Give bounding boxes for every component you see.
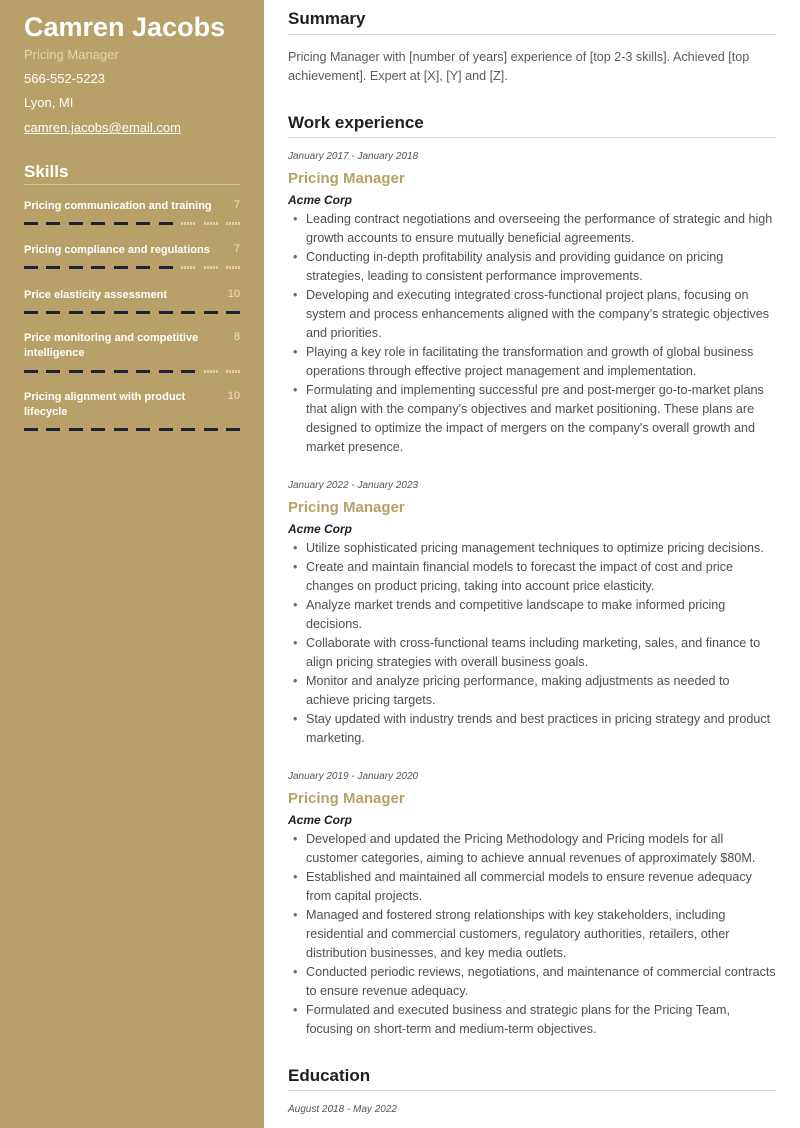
job-bullet: • Formulated and executed business and strategic plans for the Pricing Team, focusing on short-term and medium-term objectives.: [306, 1001, 776, 1039]
education-dates: August 2018 - May 2022: [288, 1104, 397, 1115]
skill-rating-segment: [46, 370, 60, 373]
job-bullet: • Create and maintain financial models to forecast the impact of cost and price changes on product pricing, taking into account price elasticity.: [306, 558, 776, 596]
job-company: Acme Corp: [288, 522, 353, 536]
job-bullet: • Developed and updated the Pricing Methodology and Pricing models for all customer categories, aiming to achieve annual revenues of approximately $80M.: [306, 830, 776, 868]
summary-heading: Summary: [288, 9, 366, 28]
skill-rating-bar: [24, 222, 240, 225]
skill-rating-segment: [91, 266, 105, 269]
skill-rating-segment: [136, 370, 150, 373]
skill-rating-bar: [24, 311, 240, 314]
summary-text: Pricing Manager with [number of years] experience of [top 2-3 skills]. Achieved [top achievement]. Expert at [X], [Y] and [Z].: [288, 50, 750, 83]
job-bullet: • Developing and executing integrated cross-functional project plans, focusing on system and process enhancements aligned with the company's strategic objectives and priorities.: [306, 286, 776, 343]
skill-rating-segment: [46, 266, 60, 269]
job-role: Pricing Manager: [288, 170, 405, 187]
skill-rating-segment: [114, 266, 128, 269]
skill-label: Pricing compliance and regulations: [24, 244, 210, 256]
skill-rating-segment: [226, 428, 240, 431]
skill-rating-bar: [24, 428, 240, 431]
skill-rating-segment: [91, 428, 105, 431]
skill-score: 7: [233, 243, 240, 255]
section-divider: [288, 137, 776, 138]
section-divider: [288, 1090, 776, 1091]
job-company: Acme Corp: [288, 813, 353, 827]
email-link[interactable]: camren.jacobs@email.com: [24, 120, 181, 135]
skill-rating-segment: [181, 222, 195, 225]
section-divider: [288, 34, 776, 35]
skill-rating-segment: [136, 222, 150, 225]
skill-rating-segment: [24, 428, 38, 431]
skill-rating-segment: [159, 266, 173, 269]
skill-label: Price elasticity assessment: [24, 289, 168, 301]
skill-rating-segment: [69, 222, 83, 225]
skill-rating-segment: [24, 266, 38, 269]
job-bullet: • Formulating and implementing successful pre and post-merger go-to-market plans that align with the company's objectives and market positioning. These plans are designed to optimize the impact of mergers on the company's overall growth and market presence.: [306, 381, 776, 457]
skill-rating-segment: [204, 266, 218, 269]
job-role: Pricing Manager: [288, 499, 405, 516]
skill-rating-segment: [69, 266, 83, 269]
skill-rating-segment: [24, 370, 38, 373]
skill-rating-segment: [136, 311, 150, 314]
candidate-title: Pricing Manager: [24, 47, 119, 62]
skill-rating-segment: [181, 311, 195, 314]
skill-rating-segment: [204, 428, 218, 431]
skill-rating-segment: [159, 222, 173, 225]
job-entry: [288, 150, 776, 457]
skill-rating-segment: [181, 266, 195, 269]
job-role: Pricing Manager: [288, 790, 405, 807]
job-bullet: • Conducted periodic reviews, negotiations, and maintenance of commercial contracts to ensure revenue adequacy.: [306, 963, 776, 1001]
education-heading: Education: [288, 1066, 371, 1085]
skill-rating-segment: [69, 428, 83, 431]
skill-rating-segment: [46, 428, 60, 431]
skill-rating-segment: [69, 311, 83, 314]
job-bullet: • Established and maintained all commercial models to ensure revenue adequacy from capital projects.: [306, 868, 776, 906]
skill-rating-segment: [114, 370, 128, 373]
skill-label: Price monitoring and competitive intelligence: [24, 332, 199, 359]
skill-rating-segment: [136, 266, 150, 269]
skill-rating-segment: [46, 311, 60, 314]
job-bullet: • Managed and fostered strong relationships with key stakeholders, including residential and commercial customers, regulatory authorities, retailers, other distribution businesses, and key media outlets.: [306, 906, 776, 963]
skill-rating-segment: [114, 311, 128, 314]
experience-heading: Work experience: [288, 113, 424, 132]
job-dates: January 2019 - January 2020: [288, 771, 419, 782]
skill-rating-segment: [226, 311, 240, 314]
job-bullet: • Leading contract negotiations and overseeing the performance of strategic and high growth accounts to ensure mutually beneficial agreements.: [306, 210, 776, 248]
skill-rating-segment: [181, 428, 195, 431]
skill-label: Pricing alignment with product lifecycle: [24, 391, 186, 418]
skill-rating-segment: [226, 370, 240, 373]
skill-rating-segment: [159, 311, 173, 314]
skill-rating-segment: [204, 370, 218, 373]
job-dates: January 2017 - January 2018: [288, 151, 419, 162]
skill-rating-segment: [159, 428, 173, 431]
job-dates: January 2022 - January 2023: [288, 480, 419, 491]
phone-number: 566-552-5223: [24, 71, 105, 86]
job-bullets: [288, 210, 776, 457]
candidate-name: Camren Jacobs: [24, 12, 226, 42]
skill-rating-segment: [159, 370, 173, 373]
skill-rating-segment: [91, 311, 105, 314]
skill-score: 10: [227, 288, 240, 300]
skill-rating-segment: [204, 222, 218, 225]
skill-rating-segment: [204, 311, 218, 314]
skill-rating-bar: [24, 370, 240, 373]
job-bullet: • Analyze market trends and competitive landscape to make informed pricing decisions.: [306, 596, 776, 634]
skill-rating-bar: [24, 266, 240, 269]
skills-heading: Skills: [24, 162, 69, 181]
skill-score: 7: [233, 199, 240, 211]
skill-rating-segment: [226, 222, 240, 225]
job-bullet: • Stay updated with industry trends and best practices in pricing strategy and product marketing.: [306, 710, 776, 748]
job-bullet: • Collaborate with cross-functional teams including marketing, sales, and finance to align pricing strategies with overall business goals.: [306, 634, 776, 672]
job-bullets: [288, 539, 776, 748]
job-bullets: [288, 830, 776, 1039]
location: Lyon, MI: [24, 95, 74, 110]
sidebar: [0, 0, 264, 1128]
skill-rating-segment: [46, 222, 60, 225]
skill-rating-segment: [114, 222, 128, 225]
skill-rating-segment: [24, 222, 38, 225]
skill-rating-segment: [69, 370, 83, 373]
skill-rating-segment: [114, 428, 128, 431]
skill-rating-segment: [136, 428, 150, 431]
job-bullet: • Conducting in-depth profitability analysis and providing guidance on pricing strategies, leading to consistent performance improvements.: [306, 248, 776, 286]
skill-score: 10: [227, 390, 240, 402]
skill-rating-segment: [226, 266, 240, 269]
skill-label: Pricing communication and training: [24, 200, 212, 212]
job-bullet: • Monitor and analyze pricing performance, making adjustments as needed to achieve pricing targets.: [306, 672, 776, 710]
job-bullet: • Utilize sophisticated pricing management techniques to optimize pricing decisions.: [306, 539, 776, 558]
skill-rating-segment: [181, 370, 195, 373]
skill-score: 8: [233, 331, 240, 343]
skill-rating-segment: [91, 370, 105, 373]
job-bullet: • Playing a key role in facilitating the transformation and growth of global business operations through effective project management and implementation.: [306, 343, 776, 381]
job-company: Acme Corp: [288, 193, 353, 207]
skill-rating-segment: [24, 311, 38, 314]
skill-rating-segment: [91, 222, 105, 225]
skills-divider: [24, 184, 240, 185]
job-entry: [288, 479, 776, 748]
job-entry: [288, 770, 776, 1039]
